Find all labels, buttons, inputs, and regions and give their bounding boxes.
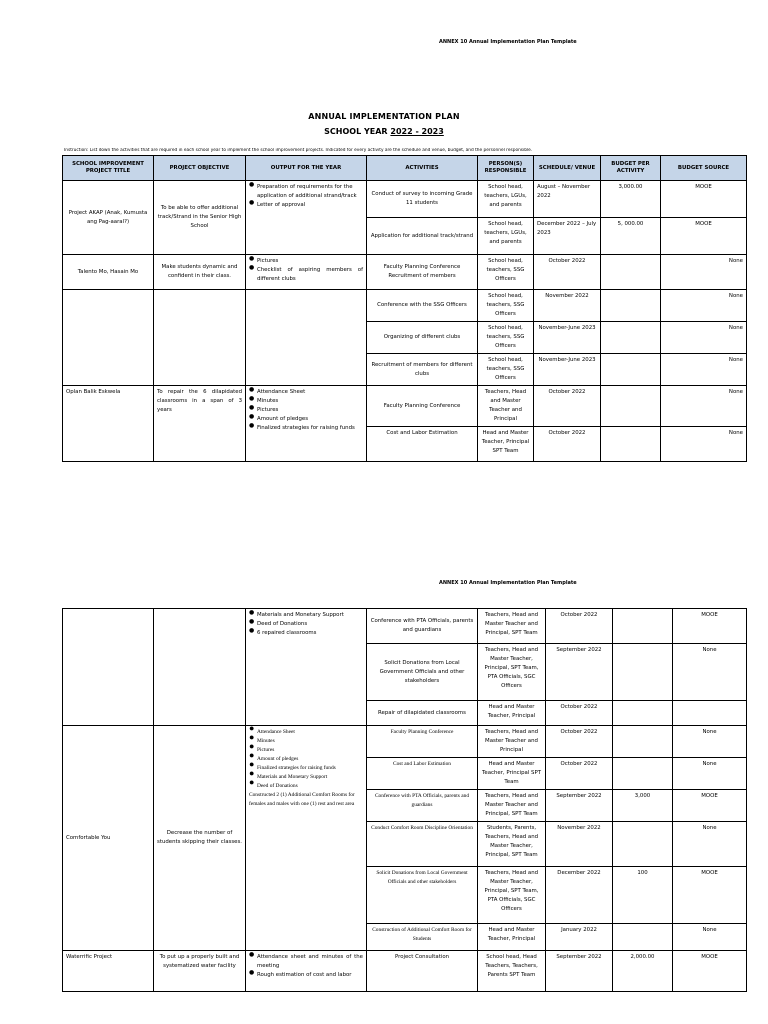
source-cell <box>673 701 747 726</box>
header-output: OUTPUT FOR THE YEAR <box>246 156 367 181</box>
output-item: ● Attendance Sheet <box>249 388 363 397</box>
table-row <box>63 726 747 758</box>
header-source: BUDGET SOURCE <box>661 156 747 181</box>
budget-cell: 100 <box>613 867 673 924</box>
budget-cell <box>613 822 673 867</box>
annex-header: ANNEX 10 Annual Implementation Plan Template <box>439 580 577 586</box>
output-item: ● Attendance Sheet <box>249 728 363 737</box>
activity-cell: Cost and Labor Estimation <box>367 427 478 462</box>
source-cell: MOOE <box>661 181 747 218</box>
project-objective-cell: To be able to offer additional track/Strand in the Senior High School <box>154 181 246 255</box>
activity-cell: Solicit Donations from Local Government Officials and other stakeholders <box>367 867 478 924</box>
output-item: ● Pictures <box>249 406 363 415</box>
budget-cell <box>601 290 661 322</box>
budget-cell <box>613 924 673 951</box>
person-cell: School head, teachers, LGUs, and parents <box>478 181 534 218</box>
budget-cell: 5, 000.00 <box>601 218 661 255</box>
activity-cell: Faculty Planning Conference <box>367 386 478 427</box>
project-title-cell: Talento Mo, Hasain Mo <box>63 255 154 290</box>
schedule-cell: September 2022 <box>546 644 613 701</box>
person-cell: School head, teachers, SSG Officers <box>478 354 534 386</box>
person-cell: Head and Master Teacher, Principal <box>478 924 546 951</box>
schedule-cell: November 2022 <box>546 822 613 867</box>
person-cell: School head, teachers, SSG Officers <box>478 255 534 290</box>
project-title-cell <box>63 609 154 726</box>
budget-cell <box>601 354 661 386</box>
output-list <box>249 183 363 210</box>
schedule-cell: October 2022 <box>534 255 601 290</box>
source-cell: None <box>661 322 747 354</box>
budget-cell <box>613 644 673 701</box>
output-cell <box>246 290 367 386</box>
output-item: ● Deed of Donations <box>249 620 363 629</box>
source-cell: MOOE <box>673 790 747 822</box>
schedule-cell: November-June 2023 <box>534 322 601 354</box>
header-project-title: SCHOOL IMPROVEMENT PROJECT TITLE <box>63 156 154 181</box>
person-cell: Teachers, Head and Master Teacher and Principal, SPT Team <box>478 790 546 822</box>
activity-cell: Faculty Planning Conference <box>367 726 478 758</box>
activity-cell: Conduct Comfort Room Discipline Orientation <box>367 822 478 867</box>
schedule-cell: December 2022 <box>546 867 613 924</box>
source-cell: None <box>673 822 747 867</box>
output-item: ● Amount of pledges <box>249 415 363 424</box>
person-cell: Teachers, Head and Master Teacher and Principal <box>478 726 546 758</box>
source-cell: None <box>661 427 747 462</box>
activity-cell: Recruitment of members for different clubs <box>367 354 478 386</box>
output-item: ● Pictures <box>249 257 363 266</box>
table-row <box>63 181 747 218</box>
activity-cell: Solicit Donations from Local Government Officials and other stakeholders <box>367 644 478 701</box>
schedule-cell: August – November 2022 <box>534 181 601 218</box>
project-title-cell: Project AKAP (Anak, Kumusta ang Pag-aaral?) <box>63 181 154 255</box>
source-cell: None <box>661 290 747 322</box>
output-item: ● Pictures <box>249 746 363 755</box>
schedule-cell: December 2022 – July 2023 <box>534 218 601 255</box>
project-objective-cell: To put up a properly built and systematized water facility <box>154 951 246 992</box>
output-item: ● 6 repaired classrooms <box>249 629 363 638</box>
source-cell: None <box>661 255 747 290</box>
schedule-cell: October 2022 <box>534 427 601 462</box>
table-row <box>63 951 747 992</box>
output-list <box>249 257 363 284</box>
project-objective-cell <box>154 609 246 726</box>
activity-cell: Cost and Labor Estimation <box>367 758 478 790</box>
output-item: ● Letter of approval <box>249 201 363 210</box>
output-item: ● Finalized strategies for raising funds <box>249 424 363 433</box>
person-cell: Teachers, Head and Master Teacher and Principal, SPT Team <box>478 609 546 644</box>
source-cell: None <box>661 386 747 427</box>
output-item: ● Amount of pledges <box>249 755 363 764</box>
output-item: ● Rough estimation of cost and labor <box>249 971 363 980</box>
budget-cell <box>601 386 661 427</box>
source-cell: None <box>661 354 747 386</box>
output-item: ● Checklist of aspiring members of different clubs <box>249 266 363 284</box>
annex-header: ANNEX 10 Annual Implementation Plan Template <box>439 39 577 45</box>
output-extra-text: Constructed 2 (1) Additional Comfort Rooms for females and males with one (1) rest and rest area <box>249 792 355 807</box>
activity-cell: Conference with PTA Officials, parents and guardians <box>367 790 478 822</box>
output-list <box>249 953 363 980</box>
output-cell <box>246 386 367 462</box>
person-cell: Teachers, Head and Master Teacher, Principal, SPT Team, PTA Officials, SGC Officers <box>478 867 546 924</box>
schedule-cell: November 2022 <box>534 290 601 322</box>
budget-cell <box>601 427 661 462</box>
schedule-cell: January 2022 <box>546 924 613 951</box>
output-cell <box>246 255 367 290</box>
school-year-value: 2022 - 2023 <box>390 127 444 136</box>
output-item: ● Attendance sheet and minutes of the meeting <box>249 953 363 971</box>
activity-cell: Conduct of survey to incoming Grade 11 students <box>367 181 478 218</box>
person-cell: Students, Parents, Teachers, Head and Master Teacher, Principal, SPT Team <box>478 822 546 867</box>
schedule-cell: October 2022 <box>546 758 613 790</box>
school-year-title <box>0 127 768 136</box>
activity-cell: Application for additional track/strand <box>367 218 478 255</box>
budget-cell <box>601 255 661 290</box>
schedule-cell: October 2022 <box>546 609 613 644</box>
person-cell: Head and Master Teacher, Principal SPT Team <box>478 758 546 790</box>
schedule-cell: November-June 2023 <box>534 354 601 386</box>
source-cell: None <box>673 758 747 790</box>
activity-cell: Repair of dilapidated classrooms <box>367 701 478 726</box>
output-list <box>249 611 363 638</box>
budget-cell <box>613 726 673 758</box>
project-objective-cell: Decrease the number of students skipping their classes. <box>154 726 246 951</box>
source-cell: MOOE <box>673 867 747 924</box>
table-row <box>63 290 747 322</box>
page-title: ANNUAL IMPLEMENTATION PLAN <box>308 112 460 121</box>
output-item: ● Preparation of requirements for the application of additional strand/track <box>249 183 363 201</box>
plan-table-page-1 <box>62 155 747 462</box>
schedule-cell: October 2022 <box>546 726 613 758</box>
output-cell <box>246 609 367 726</box>
instruction-text: Instruction: List down the activities that are required in each school year to implement the school improvement projects. Indicated for every activity are the schedule and venue, budget, and the personnel responsible. <box>64 148 533 153</box>
output-item: ● Materials and Monetary Support <box>249 611 363 620</box>
activity-cell: Faculty Planning Conference Recruitment of members <box>367 255 478 290</box>
activity-cell: Conference with the SSG Officers <box>367 290 478 322</box>
table-row <box>63 609 747 644</box>
project-objective-cell: Make students dynamic and confident in their class. <box>154 255 246 290</box>
output-item: ● Deed of Donations <box>249 782 363 791</box>
output-list <box>249 388 363 433</box>
person-cell: School head, Head Teachers, Teachers, Parents SPT Team <box>478 951 546 992</box>
budget-cell: 3,000.00 <box>601 181 661 218</box>
activity-cell: Conference with PTA Officials, parents and guardians <box>367 609 478 644</box>
person-cell: Head and Master Teacher, Principal <box>478 701 546 726</box>
schedule-cell: September 2022 <box>546 790 613 822</box>
output-list <box>249 728 363 791</box>
budget-cell: 3,000 <box>613 790 673 822</box>
table-row <box>63 386 747 427</box>
person-cell: School head, teachers, LGUs, and parents <box>478 218 534 255</box>
activity-cell: Project Consultation <box>367 951 478 992</box>
school-year-label: SCHOOL YEAR <box>324 127 391 136</box>
person-cell: Teachers, Head and Master Teacher, Principal, SPT Team, PTA Officials, SGC Officers <box>478 644 546 701</box>
schedule-cell: October 2022 <box>534 386 601 427</box>
output-item: ● Minutes <box>249 737 363 746</box>
person-cell: Teachers, Head and Master Teacher and Principal <box>478 386 534 427</box>
project-objective-cell: To repair the 6 dilapidated classrooms in a span of 3 years <box>154 386 246 462</box>
activity-cell: Organizing of different clubs <box>367 322 478 354</box>
table-row <box>63 255 747 290</box>
header-persons: PERSON(S) RESPONSIBLE <box>478 156 534 181</box>
output-item: ● Minutes <box>249 397 363 406</box>
budget-cell <box>613 701 673 726</box>
budget-cell <box>613 758 673 790</box>
output-item: ● Materials and Monetary Support <box>249 773 363 782</box>
source-cell: None <box>673 924 747 951</box>
output-cell <box>246 726 367 951</box>
source-cell: MOOE <box>673 951 747 992</box>
output-cell <box>246 951 367 992</box>
project-title-cell: Oplan Balik Eskwela <box>63 386 154 462</box>
source-cell: MOOE <box>673 609 747 644</box>
person-cell: School head, teachers, SSG Officers <box>478 290 534 322</box>
budget-cell <box>613 609 673 644</box>
schedule-cell: September 2022 <box>546 951 613 992</box>
table-header-row <box>63 156 747 181</box>
budget-cell <box>601 322 661 354</box>
header-activities: ACTIVITIES <box>367 156 478 181</box>
person-cell: Head and Master Teacher, Principal SPT Team <box>478 427 534 462</box>
output-item: ● Finalized strategies for raising funds <box>249 764 363 773</box>
project-title-cell <box>63 290 154 386</box>
source-cell: None <box>673 644 747 701</box>
output-cell <box>246 181 367 255</box>
activity-cell: Construction of Additional Comfort Room for Students <box>367 924 478 951</box>
header-schedule: SCHEDULE/ VENUE <box>534 156 601 181</box>
person-cell: School head, teachers, SSG Officers <box>478 322 534 354</box>
source-cell: None <box>673 726 747 758</box>
plan-table-page-2 <box>62 608 747 992</box>
header-project-objective: PROJECT OBJECTIVE <box>154 156 246 181</box>
budget-cell: 2,000.00 <box>613 951 673 992</box>
schedule-cell: October 2022 <box>546 701 613 726</box>
project-objective-cell <box>154 290 246 386</box>
project-title-cell: Waterrific Project <box>63 951 154 992</box>
project-title-cell: Comfortable You <box>63 726 154 951</box>
header-budget: BUDGET PER ACTIVITY <box>601 156 661 181</box>
source-cell: MOOE <box>661 218 747 255</box>
